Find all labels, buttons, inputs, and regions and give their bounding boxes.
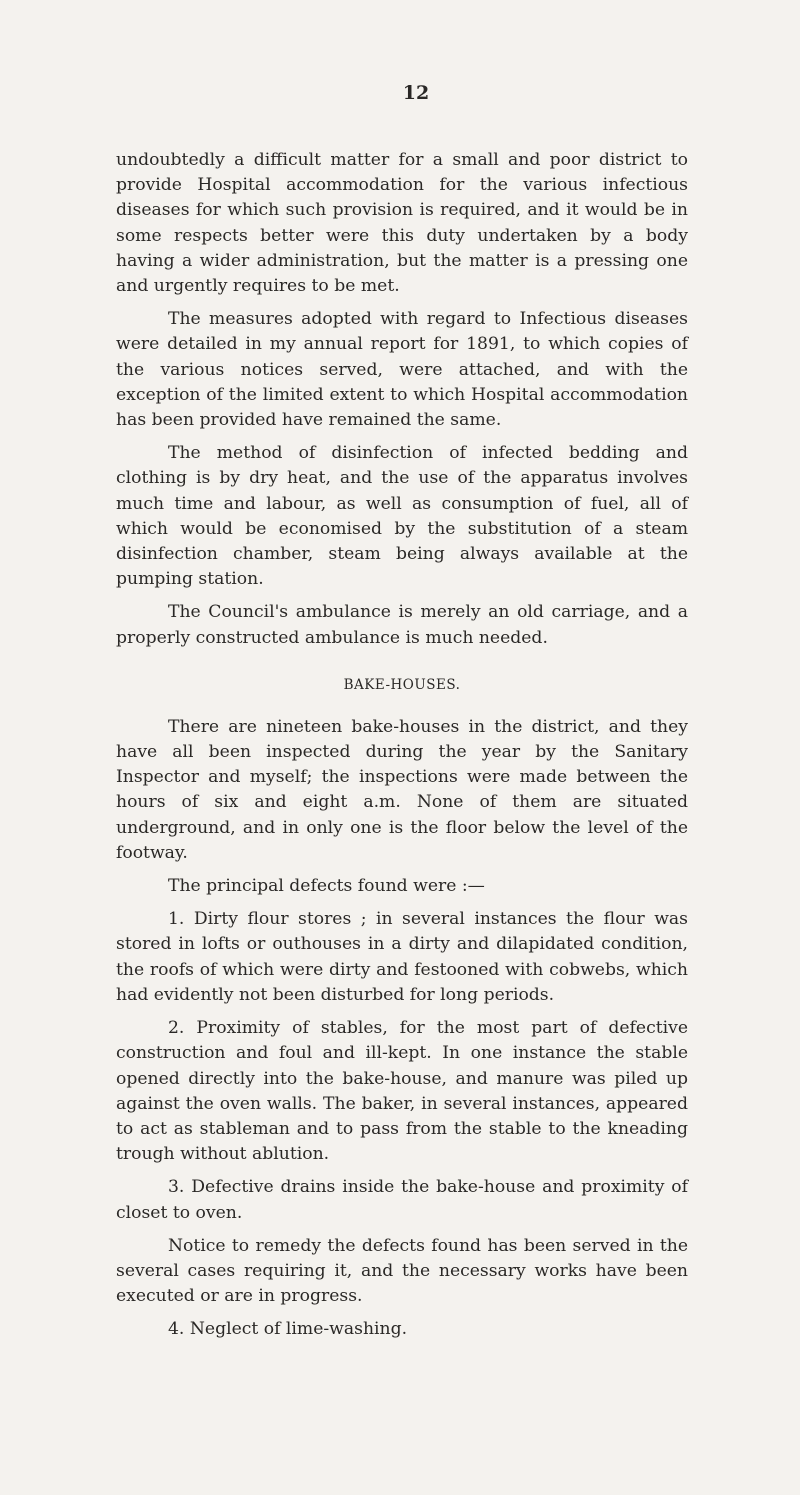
paragraph-bake-house-inspections: There are nineteen bake-houses in the district, and they have all been inspected during the year by the Sanitary Inspector and myself; the inspections were made between the hours of six and eight a.m. None of them are situated underground, and in only one is the floor below the level of the footway. — [116, 716, 688, 863]
page-number: 12 — [402, 82, 430, 104]
list-item-defect-2: 2. Proximity of stables, for the most part of defective construction and foul and ill-kept. In one instance the stable opened directly into the bake-house, and manure was piled up against the oven walls. The baker, in several instances, appeared to act as stableman and to pass from the stable to the kneading trough without ablution. — [116, 1018, 688, 1165]
paragraph-notice-to-remedy: Notice to remedy the defects found has been served in the several cases requiring it, and the necessary works have been executed or are in progress. — [116, 1235, 688, 1307]
paragraph-infectious-measures: The measures adopted with regard to Infectious diseases were detailed in my annual report for 1891, to which copies of the various notices served, were attached, and with the exception of the limited extent to which Hospital accommodation has been provided have remained the same. — [116, 309, 688, 431]
document-page — [116, 82, 688, 1351]
paragraph-disinfection-method: The method of disinfection of infected bedding and clothing is by dry heat, and the use of the apparatus involves much time and labour, as well as consumption of fuel, all of which would be economised by the substitution of a steam disinfection chamber, steam being always available at the pumping station. — [116, 443, 688, 590]
list-item-defect-3: 3. Defective drains inside the bake-house and proximity of closet to oven. — [116, 1177, 688, 1223]
list-item-defect-1: 1. Dirty flour stores ; in several instances the flour was stored in lofts or outhouses in a dirty and dilapidated condition, the roofs of which were dirty and festooned with cobwebs, which had evidently not been disturbed for long periods. — [116, 909, 688, 1005]
paragraph-principal-defects: The principal defects found were :— — [168, 876, 485, 897]
list-item-defect-4: 4. Neglect of lime-washing. — [168, 1319, 408, 1340]
section-heading-bake-houses: BAKE-HOUSES. — [343, 676, 461, 693]
paragraph-hospital-accommodation: undoubtedly a difficult matter for a small and poor district to provide Hospital accommodation for the various infectious diseases for which such provision is required, and it would be in some respects better were this duty undertaken by a body having a wider administration, but the matter is a pressing one and urgently requires to be met. — [116, 150, 688, 297]
paragraph-ambulance: The Council's ambulance is merely an old carriage, and a properly constructed ambulance is much needed. — [116, 602, 688, 648]
